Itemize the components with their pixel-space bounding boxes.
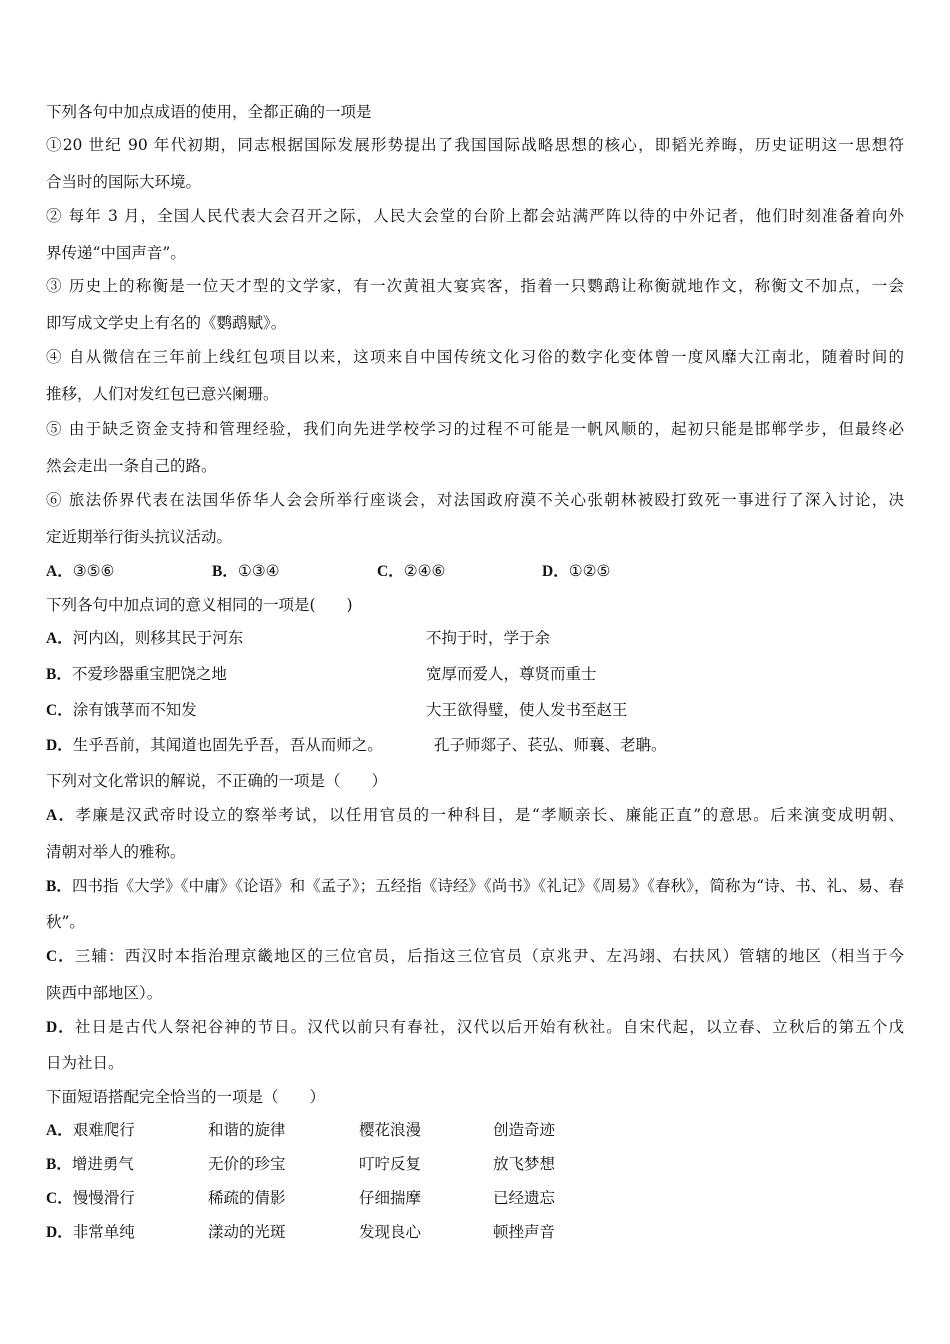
q1-option-a[interactable] [46, 561, 114, 582]
phrase-cell: 增进勇气 [71, 1155, 134, 1173]
option-text: 四书指《大学》《中庸》《论语》和《孟子》；五经指《诗经》《尚书》《礼记》《周易》《春秋》，简称为“诗、书、礼、易、春 [71, 877, 904, 895]
phrase-cell: 和谐的旋律 [208, 1121, 286, 1139]
q1-item-5-line-2: 然会走出一条自己的路。 [46, 457, 217, 475]
q3-option-d[interactable] [46, 1017, 904, 1038]
option-text: 三辅：西汉时本指治理京畿地区的三位官员，后指这三位官员（京兆尹、左冯翊、右扶风）管辖的地区（相当于今 [74, 947, 904, 965]
option-text: ①②⑤ [568, 562, 611, 580]
option-label: C． [46, 702, 73, 719]
q1-option-b[interactable] [212, 561, 280, 582]
option-label: B． [46, 878, 72, 895]
q1-item-6-line-2: 定近期举行街头抗议活动。 [46, 528, 233, 546]
q3-stem: 下列对文化常识的解说，不正确的一项是（ ） [46, 772, 388, 790]
phrase-cell: 顿挫声音 [493, 1223, 556, 1241]
option-left-text: 涂有饿莩而不知发 [72, 701, 197, 719]
q1-option-c[interactable] [377, 561, 445, 582]
q1-item-6-line-1: ⑥ 旅法侨界代表在法国华侨华人会会所举行座谈会，对法国政府漠不关心张朝林被殴打致死一事进行了深入讨论，决 [46, 491, 904, 509]
option-left-text: 生乎吾前，其闻道也固先乎吾，吾从而师之。 [72, 736, 383, 754]
phrase-cell: 慢慢滑行 [72, 1189, 135, 1207]
option-label: B． [212, 563, 238, 580]
q4-option-a[interactable] [46, 1120, 135, 1141]
phrase-cell: 稀疏的倩影 [208, 1189, 286, 1207]
q1-option-d[interactable] [542, 561, 610, 582]
option-text: ②④⑥ [403, 562, 446, 580]
phrase-cell: 放飞梦想 [493, 1155, 556, 1173]
phrase-cell: 非常单纯 [72, 1223, 135, 1241]
q1-item-5-line-1: ⑤ 由于缺乏资金支持和管理经验，我们向先进学校学习的过程不可能是一帆风顺的，起初只能是邯郸学步，但最终必 [46, 420, 904, 438]
q4-option-d[interactable] [46, 1222, 135, 1243]
q2-stem: 下列各句中加点词的意义相同的一项是( ) [46, 596, 353, 614]
phrase-cell: 已经遗忘 [493, 1189, 556, 1207]
q3-option-b-line-2: 秋”。 [46, 913, 85, 931]
option-label: A． [46, 807, 76, 824]
option-label: A． [46, 1122, 73, 1139]
option-label: D． [542, 563, 569, 580]
phrase-cell: 叮咛反复 [359, 1155, 422, 1173]
q3-option-a[interactable] [46, 805, 904, 826]
option-label: C． [46, 1190, 73, 1207]
q1-item-4-line-2: 推移，人们对发红包已意兴阑珊。 [46, 385, 279, 403]
option-label: A． [46, 563, 73, 580]
option-text: 社日是古代人祭祀谷神的节日。汉代以前只有春社，汉代以后开始有秋社。自宋代起，以立春、立秋后的第五个戊 [74, 1018, 904, 1036]
q4-option-b[interactable] [46, 1154, 134, 1175]
q3-option-c-line-2: 陕西中部地区）。 [46, 984, 163, 1002]
q1-item-2-line-2: 界传递“中国声音”。 [46, 244, 186, 262]
option-label: D． [46, 737, 73, 754]
phrase-cell: 无价的珍宝 [208, 1155, 286, 1173]
q1-stem: 下列各句中加点成语的使用，全都正确的一项是 [46, 103, 372, 121]
q1-item-3-line-1: ③ 历史上的称衡是一位天才型的文学家，有一次黄祖大宴宾客，指着一只鹦鹉让称衡就地作文，称衡文不加点，一会 [46, 277, 904, 295]
q1-item-2-line-1: ② 每年 3 月，全国人民代表大会召开之际，人民大会堂的台阶上都会站满严阵以待的中外记者，他们时刻准备着向外 [46, 207, 904, 225]
option-text: ①③④ [237, 562, 280, 580]
phrase-cell: 仔细揣摩 [359, 1189, 422, 1207]
q1-item-1-line-2: 合当时的国际大环境。 [46, 173, 202, 191]
q1-item-4-line-1: ④ 自从微信在三年前上线红包项目以来，这项来自中国传统文化习俗的数字化变体曾一度风靡大江南北，随着时间的 [46, 348, 904, 366]
q2-option-a[interactable] [46, 628, 243, 649]
phrase-cell: 樱花浪漫 [359, 1121, 422, 1139]
q1-item-3-line-2: 即写成文学史上有名的《鹦鹉赋》。 [46, 314, 287, 332]
option-label: B． [46, 1156, 72, 1173]
q3-option-a-line-2: 清朝对举人的雅称。 [46, 843, 186, 861]
option-left-text: 河内凶，则移其民于河东 [72, 629, 244, 647]
option-left-text: 不爱珍器重宝肥饶之地 [71, 665, 227, 683]
option-label: D． [46, 1019, 75, 1036]
q3-option-d-line-2: 日为社日。 [46, 1054, 124, 1072]
q2-option-a-right: 不拘于时，学于余 [426, 629, 551, 647]
q1-item-1-line-1: ①20 世纪 90 年代初期，同志根据国际发展形势提出了我国国际战略思想的核心，即韬光养晦，历史证明这一思想符 [46, 136, 904, 154]
phrase-cell: 漾动的光斑 [208, 1223, 286, 1241]
q2-option-b-right: 宽厚而爱人，尊贤而重士 [426, 665, 597, 683]
option-label: D． [46, 1224, 73, 1241]
option-text: ③⑤⑥ [72, 562, 115, 580]
q4-option-c[interactable] [46, 1188, 135, 1209]
phrase-cell: 发现良心 [359, 1223, 422, 1241]
option-label: C． [46, 948, 75, 965]
q2-option-d[interactable] [46, 735, 383, 756]
option-text: 孝廉是汉武帝时设立的察举考试，以任用官员的一种科目，是“孝顺亲长、廉能正直”的意思。后来演变成明朝、 [75, 806, 904, 824]
q3-option-b[interactable] [46, 876, 904, 897]
phrase-cell: 创造奇迹 [493, 1121, 556, 1139]
option-label: C． [377, 563, 404, 580]
q2-option-c-right: 大王欲得璧，使人发书至赵王 [426, 701, 628, 719]
q2-option-c[interactable] [46, 700, 197, 721]
q4-stem: 下面短语搭配完全恰当的一项是（ ） [46, 1088, 326, 1106]
phrase-cell: 艰难爬行 [72, 1121, 135, 1139]
option-label: B． [46, 666, 72, 683]
option-label: A． [46, 630, 73, 647]
q3-option-c[interactable] [46, 946, 904, 967]
q2-option-d-right: 孔子师郯子、苌弘、师襄、老聃。 [434, 736, 667, 754]
q2-option-b[interactable] [46, 664, 227, 685]
